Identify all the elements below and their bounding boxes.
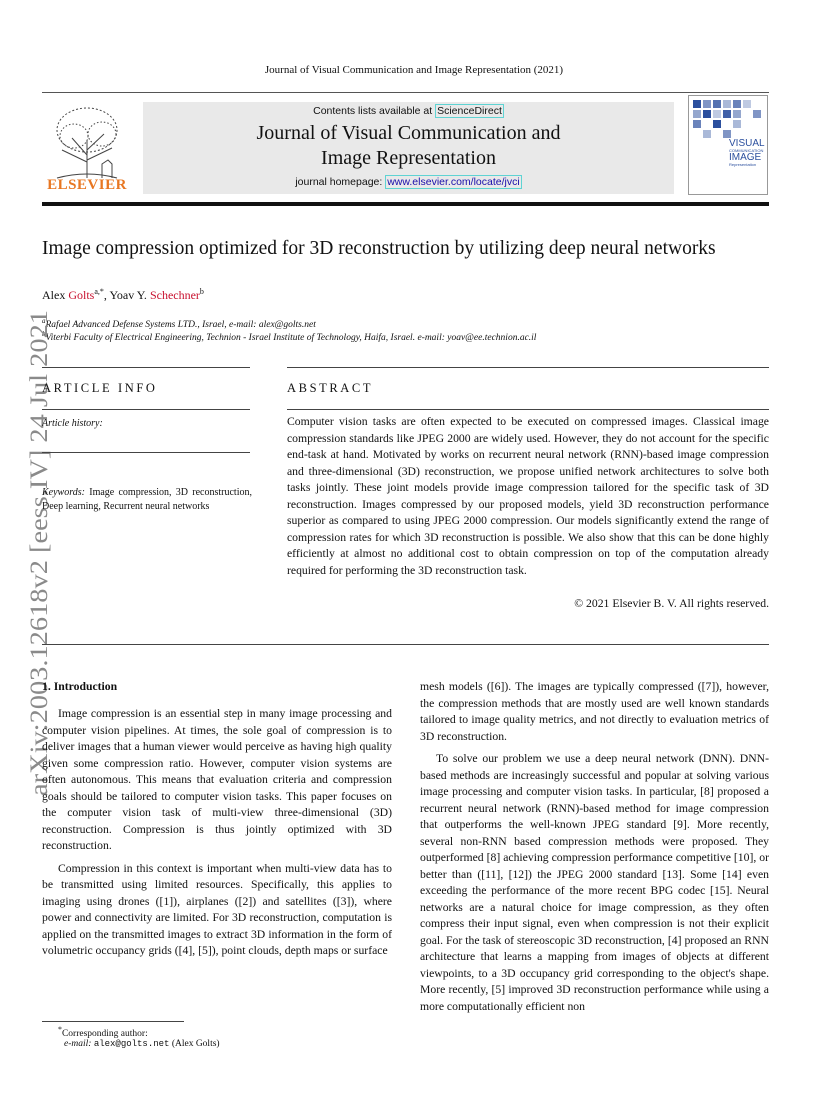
journal-cover-thumbnail xyxy=(688,95,768,195)
body-column-right xyxy=(420,679,769,1015)
paper-title: Image compression optimized for 3D reconstruction by utilizing deep neural networks xyxy=(42,238,716,259)
abstract-heading: ABSTRACT xyxy=(287,381,374,395)
article-history-label: Article history: xyxy=(42,418,103,429)
affil-a-text: Rafael Advanced Defense Systems LTD., Israel, e-mail: alex@golts.net xyxy=(45,320,316,331)
keywords-text: Image compression, 3D reconstruction, Deep learning, Recurrent neural networks xyxy=(42,487,252,512)
article-info-rule-top xyxy=(42,367,250,368)
article-info-heading: ARTICLE INFO xyxy=(42,381,158,395)
footnote-label: Corresponding author: xyxy=(61,1029,148,1040)
arxiv-stamp-text: arXiv:2003.12618v2 [eess.IV] 24 Jul 2021 xyxy=(26,368,53,796)
section-heading-introduction: 1. Introduction xyxy=(42,680,118,693)
sciencedirect-link[interactable]: ScienceDirect xyxy=(437,105,502,117)
homepage-link[interactable]: www.elsevier.com/locate/jvci xyxy=(387,176,520,188)
abstract-rule-bottom xyxy=(42,644,769,645)
affil-b-text: Viterbi Faculty of Electrical Engineering, Technion - Israel Institute of Technology, Haifa, Israel. e-mail: yoav@ee.technion.ac.il xyxy=(45,333,537,344)
article-info-rule-mid xyxy=(42,409,250,410)
keywords-label: Keywords: xyxy=(42,487,85,498)
author1-given: Alex xyxy=(42,288,69,302)
author1-affil-mark: a,* xyxy=(94,287,104,296)
author2-surname[interactable]: Schechner xyxy=(149,288,200,302)
journal-title-line2: Image Representation xyxy=(321,147,496,169)
copyright-notice: © 2021 Elsevier B. V. All rights reserved. xyxy=(574,597,769,610)
cover-line4: Representation xyxy=(729,162,757,167)
affil-b-mark: b xyxy=(42,330,46,338)
footnote-rule xyxy=(42,1021,184,1022)
homepage-prefix: journal homepage: xyxy=(295,176,386,188)
abstract-rule-top xyxy=(287,367,769,368)
author1-surname[interactable]: Golts xyxy=(68,288,95,302)
affil-a-mark: a xyxy=(42,317,46,325)
running-head: Journal of Visual Communication and Image Representation (2021) xyxy=(264,64,564,76)
publisher-wordmark: ELSEVIER xyxy=(47,177,127,193)
footnote-email-address[interactable]: alex@golts.net xyxy=(93,1039,170,1049)
abstract-body: Computer vision tasks are often expected to be executed on compressed images. Classical image compression standards like JPEG 2000 are widely used. However, they do not account for the specific end-task at hand. Motivated by works on recurrent neural network (RNN)-based image compression and three-dimensional (3D) reconstruction, we propose unified network architectures to solve both tasks jointly. These joint models provide image compression tailored for the specific task of 3D reconstruction. Images compressed by our proposed models, yield 3D reconstruction performance superior as compared to using JPEG 2000 compression. Our models significantly extend the range of compression rates for which 3D reconstruction is possible. We also show that this can be done highly efficiently at almost no additional cost to obtain compression on top of the computation already required for performing the 3D reconstruction task. xyxy=(287,415,769,577)
author2-affil-mark: b xyxy=(199,287,204,296)
contents-prefix: Contents lists available at xyxy=(313,105,436,117)
author-separator: , Yoav Y. xyxy=(103,288,150,302)
keywords xyxy=(42,486,252,513)
footnote-mark: * xyxy=(58,1025,62,1034)
cover-art xyxy=(689,96,768,195)
header-thick-rule xyxy=(42,202,769,206)
body-column-left xyxy=(42,706,392,960)
footnote-email-owner: (Alex Golts) xyxy=(169,1039,220,1049)
footnote-corresponding xyxy=(58,1025,148,1039)
cover-line2: COMMUNICATION xyxy=(729,148,764,153)
affiliation-b xyxy=(42,330,536,343)
intro-paragraph-1: Image compression is an essential step in many image processing and computer vision pipelines. At times, the sole goal of compression is to deliver images that a human viewer would perceive as having high quality given some compression ratio. However, computer vision systems are often autonomous. This means that evaluation criteria and compression goals should be tailored to computer vision tasks. This paper focuses on the computer vision task of multi-view three-dimensional (3D) reconstruction. Compression is thus jointly optimized with 3D reconstruction. xyxy=(42,707,392,852)
journal-title-line1: Journal of Visual Communication and xyxy=(256,122,561,144)
footnote-email-label: e-mail: xyxy=(64,1039,94,1049)
contents-line xyxy=(143,105,674,117)
journal-title xyxy=(143,121,674,171)
cover-line1: VISUAL xyxy=(729,138,765,149)
footnote-email xyxy=(64,1039,220,1049)
journal-homepage xyxy=(143,176,674,188)
cover-line3: IMAGE xyxy=(729,152,762,163)
intro-paragraph-4: To solve our problem we use a deep neural network (DNN). DNN-based methods are increasingly successful and popular at solving various image processing and computer vision tasks. In particular, [8] proposed a recurrent neural network (RNN)-based method for image compression that outperforms the well-known JPEG standard [9]. More recently, several non-RNN based compression methods were proposed. They outperformed [8] achieving compression performance competitive [10], or better than ([11], [12]) the JPEG 2000 standard [13]. Some [14] even exceeding the performance of the more recent BPG codec [15]. Neural networks are a natural choice for image compression, as they often compress their input signal, even when compression is not their explicit goal. For the task of stereoscopic 3D reconstruction, [4] proposed an RNN architecture that learns a mapping from images of objects at different viewpoints, to a 3D occupancy grid corresponding to the object's shape. More recently, [5] improved 3D reconstruction performance while using a more computationally efficient non xyxy=(420,752,769,1013)
abstract-rule-mid xyxy=(287,409,769,410)
article-history-rule xyxy=(42,452,250,453)
author-list xyxy=(42,287,204,303)
header-rule xyxy=(42,92,769,93)
intro-paragraph-3: mesh models ([6]). The images are typically compressed ([7]), however, the compression methods that are mostly used are well known standards tailored to image quality metrics, and not directly to evaluation metrics of 3D reconstruction. xyxy=(420,680,769,743)
intro-paragraph-2: Compression in this context is important when multi-view data has to be transmitted using limited resources. Specifically, this applies to imaging using drones ([1]), airplanes ([2]) and satellites ([3]), where power and connectivity are limited. For 3D reconstruction, computation is applied on the transmitted images to extract 3D information in the form of volumetric occupancy grids ([4], [5]), point clouds, depth maps or surface xyxy=(42,861,392,957)
affiliation-a xyxy=(42,317,316,330)
